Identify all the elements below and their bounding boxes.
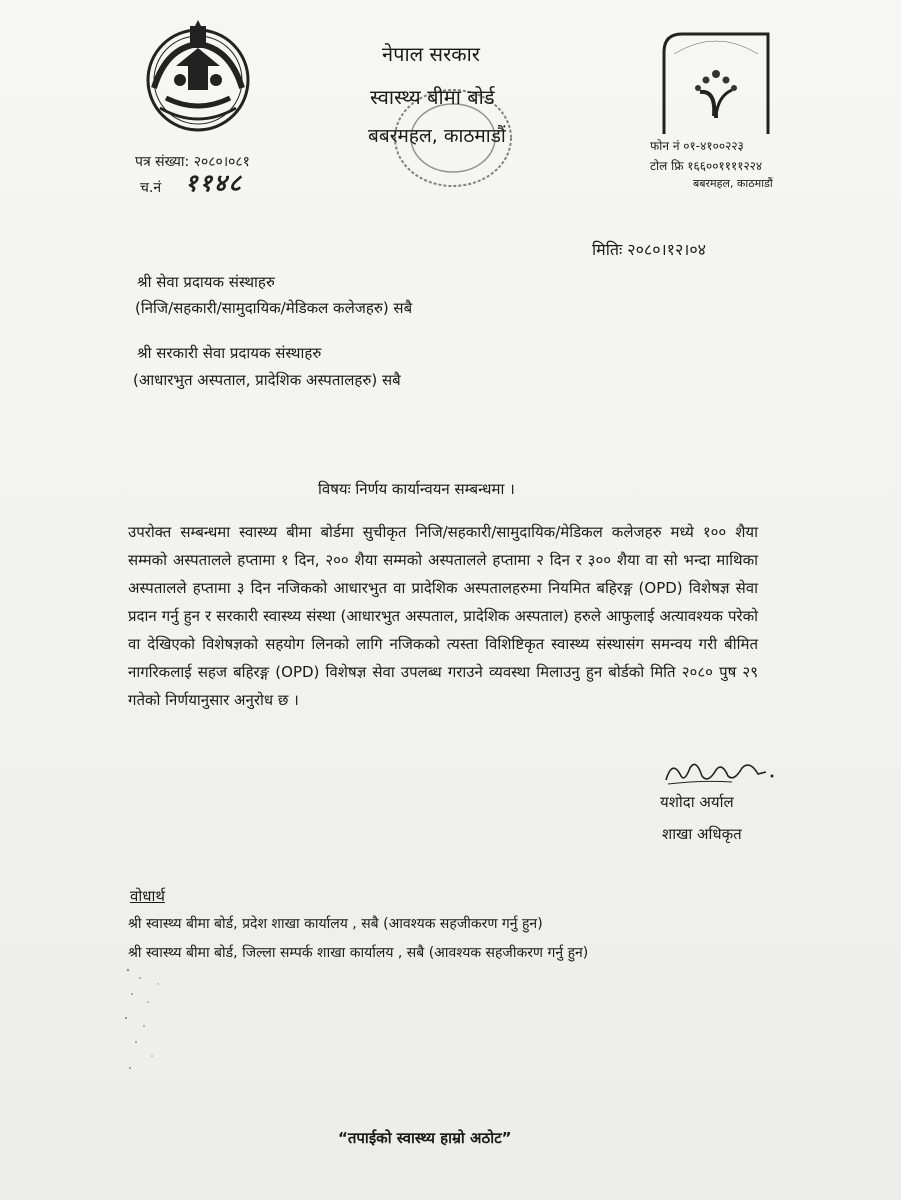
addressee-line: (आधारभुत अस्पताल, प्रादेशिक अस्पतालहरु) सबै [133, 371, 401, 389]
cc-label: वोधार्थ [130, 887, 165, 905]
cc-item: श्री स्वास्थ्य बीमा बोर्ड, प्रदेश शाखा कार्यालय , सबै (आवश्यक सहजीकरण गर्नु हुन) [128, 916, 543, 932]
footer-motto: “तपाईको स्वास्थ्य हाम्रो अठोट” [338, 1129, 512, 1147]
header-government: नेपाल सरकार [382, 42, 480, 66]
signature-icon [662, 754, 782, 788]
letter-reference-number: पत्र संख्या: २०८०।०८१ [135, 154, 250, 170]
header-organization: स्वास्थ्य बीमा बोर्ड [370, 85, 495, 109]
nepal-emblem-icon [136, 18, 260, 136]
toll-free-number: टोल फ्रि १६६००११११२२४ [650, 159, 763, 173]
dispatch-number-label: च.नं [140, 180, 162, 196]
cc-item: श्री स्वास्थ्य बीमा बोर्ड, जिल्ला सम्पर्क शाखा कार्यालय , सबै (आवश्यक सहजीकरण गर्नु हुन) [128, 945, 589, 961]
addressee-line: (निजि/सहकारी/सामुदायिक/मेडिकल कलेजहरु) सबै [135, 299, 413, 317]
hib-logo-icon [660, 30, 772, 136]
header-location: बबरमहल, काठमाडौं [368, 125, 506, 147]
addressee-line: श्री सेवा प्रदायक संस्थाहरु [137, 273, 275, 291]
office-address: बबरमहल, काठमाडौं [693, 177, 773, 190]
letter-body: उपरोक्त सम्बन्धमा स्वास्थ्य बीमा बोर्डमा सुचीकृत निजि/सहकारी/सामुदायिक/मेडिकल कलेजहरु मध्ये १०० शैया सम्मको अस्पतालले हप्तामा १ दिन, २०० शैया सम्मको अस्पतालले हप्तामा २ दिन र ३०० शैया वा सो भन्दा माथिका अस्पतालले हप्तामा ३ दिन नजिकको आधारभुत वा प्रादेशिक अस्पतालहरुमा नियमित बहिरङ्ग (OPD) विशेषज्ञ सेवा प्रदान गर्नु हुन र सरकारी स्वास्थ्य संस्था (आधारभुत अस्पताल, प्रादेशिक अस्पताल) हरुले आफुलाई अत्यावश्यक परेको वा देखिएको विशेषज्ञको सहयोग लिनको लागि नजिकको त्यस्ता विशिष्टिकृत स्वास्थ्य संस्थासंग समन्वय गरी बीमित नागरिकलाई सहज बहिरङ्ग (OPD) विशेषज्ञ सेवा उपलब्ध गराउने व्यवस्था मिलाउनु हुन बोर्डको मिति २०८० पुष २९ गतेको निर्णयानुसार अनुरोध छ । [128, 523, 758, 709]
phone-number: फोन नं ०१-४१००२२३ [650, 139, 744, 153]
letter-date: मितिः २०८०।१२।०४ [592, 240, 706, 259]
dispatch-number-handwritten: ११४८ [185, 168, 243, 197]
signatory-name: यशोदा अर्याल [660, 793, 734, 811]
addressee-line: श्री सरकारी सेवा प्रदायक संस्थाहरु [137, 344, 322, 362]
signatory-title: शाखा अधिकृत [662, 825, 742, 843]
letter-subject: विषयः निर्णय कार्यान्वयन सम्बन्धमा । [318, 480, 515, 498]
scan-noise [118, 960, 178, 1080]
